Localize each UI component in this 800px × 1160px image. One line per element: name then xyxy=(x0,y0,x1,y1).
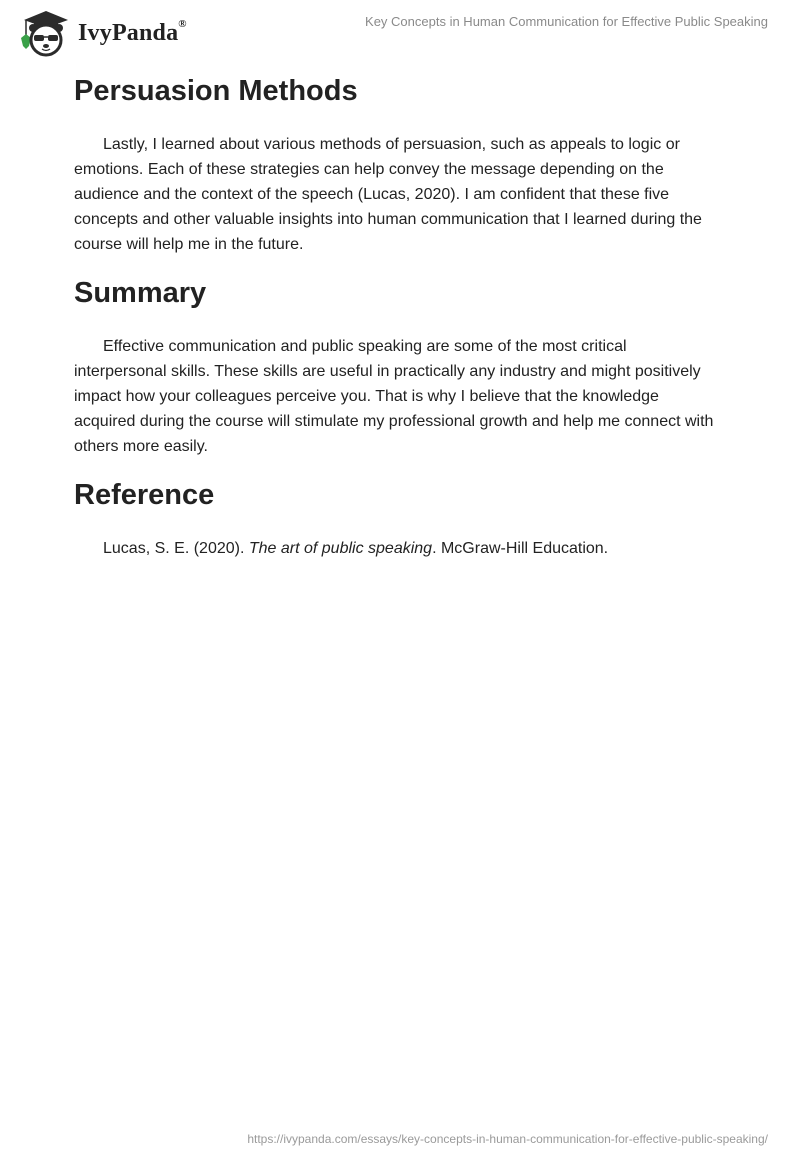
reference-entry xyxy=(74,536,714,561)
section-paragraph-persuasion-methods: Lastly, I learned about various methods of persuasion, such as appeals to logic or emotions. Each of these strategies can help convey the message depending on the audience and the context of the speech (Lucas, 2020). I am confident that these five concepts and other valuable insights into human communication that I learned during the course will help me in the future. xyxy=(74,136,702,253)
reference-publisher: . McGraw-Hill Education. xyxy=(432,540,609,557)
logo-wordmark: IvyPanda® xyxy=(78,17,187,46)
section-paragraph-summary: Effective communication and public speaking are some of the most critical interpersonal skills. These skills are useful in practically any industry and might positively impact how your colleagues perceive you. That is why I believe that the knowledge acquired during the course will stimulate my professional growth and help me connect with others more easily. xyxy=(74,338,714,455)
footer-source-url[interactable]: https://ivypanda.com/essays/key-concepts-in-human-communication-for-effective-public-speaking/ xyxy=(247,1132,768,1146)
reference-authors: Lucas, S. E. (2020). xyxy=(103,540,249,557)
document-title: Key Concepts in Human Communication for Effective Public Speaking xyxy=(365,14,768,29)
panda-graduation-cap-icon xyxy=(16,8,74,58)
section-heading-persuasion-methods: Persuasion Methods xyxy=(74,75,358,107)
page-header xyxy=(0,0,800,60)
section-heading-reference: Reference xyxy=(74,479,215,511)
section-heading-summary: Summary xyxy=(74,277,207,309)
ivypanda-logo[interactable] xyxy=(16,8,187,58)
reference-title: The art of public speaking xyxy=(248,540,433,557)
